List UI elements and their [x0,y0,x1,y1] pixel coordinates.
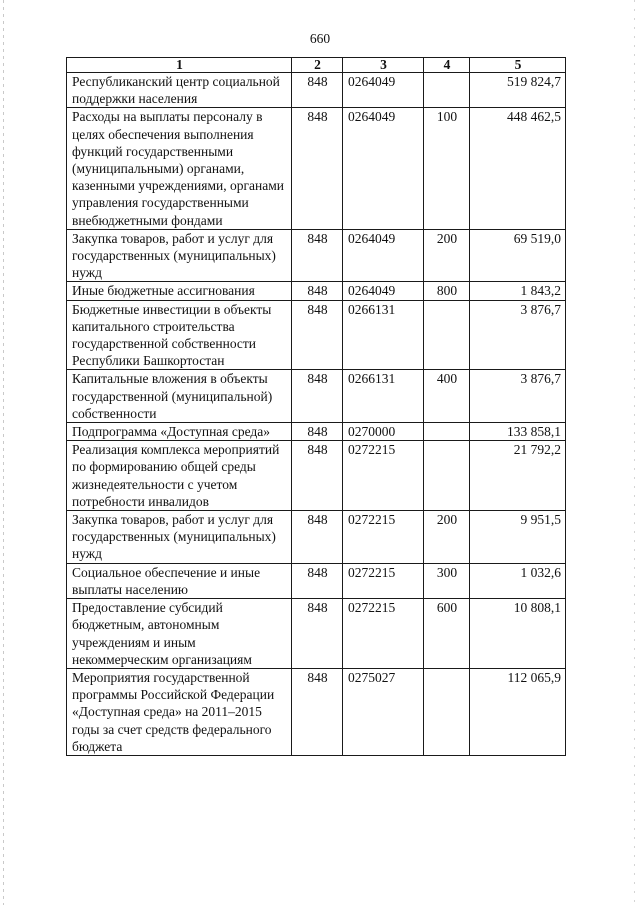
scan-edge-right [634,0,635,905]
header-col-5: 5 [470,58,566,73]
row-name: Бюджетные инвестиции в объекты капитального строительства государственной собственности Республики Башкортостан [67,300,292,370]
row-amount: 1 032,6 [470,563,566,598]
row-department-code: 848 [292,563,343,598]
row-amount: 112 065,9 [470,668,566,755]
row-target-code: 0272215 [343,563,424,598]
row-expense-type [424,73,470,108]
row-expense-type: 200 [424,229,470,282]
table-row [67,108,566,229]
row-department-code: 848 [292,370,343,423]
table-row [67,599,566,669]
row-expense-type: 200 [424,511,470,564]
row-target-code: 0270000 [343,423,424,441]
row-target-code: 0266131 [343,300,424,370]
row-amount: 69 519,0 [470,229,566,282]
row-amount: 448 462,5 [470,108,566,229]
header-col-2: 2 [292,58,343,73]
table-row [67,423,566,441]
row-department-code: 848 [292,108,343,229]
table-row [67,668,566,755]
row-amount: 133 858,1 [470,423,566,441]
table-row [67,563,566,598]
row-name: Мероприятия государственной программы Российской Федерации «Доступная среда» на 2011–2015 годы за счет средств федерального бюджета [67,668,292,755]
header-col-4: 4 [424,58,470,73]
row-target-code: 0264049 [343,282,424,300]
row-name: Иные бюджетные ассигнования [67,282,292,300]
row-department-code: 848 [292,423,343,441]
table-row [67,73,566,108]
table-row [67,441,566,511]
row-expense-type: 400 [424,370,470,423]
row-name: Расходы на выплаты персоналу в целях обеспечения выполнения функций государственными (муниципальными) органами, казенными учреждениями, органами управления государственными внебюджетными фондами [67,108,292,229]
row-department-code: 848 [292,668,343,755]
table-row [67,370,566,423]
row-expense-type [424,668,470,755]
row-expense-type [424,441,470,511]
row-target-code: 0266131 [343,370,424,423]
budget-table [66,57,566,756]
row-target-code: 0264049 [343,108,424,229]
row-name: Закупка товаров, работ и услуг для государственных (муниципальных) нужд [67,229,292,282]
table-row [67,229,566,282]
row-name: Социальное обеспечение и иные выплаты населению [67,563,292,598]
row-name: Закупка товаров, работ и услуг для государственных (муниципальных) нужд [67,511,292,564]
table-row [67,300,566,370]
row-target-code: 0264049 [343,73,424,108]
row-expense-type [424,423,470,441]
row-amount: 3 876,7 [470,370,566,423]
row-amount: 3 876,7 [470,300,566,370]
table-row [67,511,566,564]
row-target-code: 0272215 [343,441,424,511]
row-target-code: 0272215 [343,511,424,564]
table-header-row [67,58,566,73]
scan-edge-left [3,0,4,905]
row-name: Реализация комплекса мероприятий по формированию общей среды жизнедеятельности с учетом потребности инвалидов [67,441,292,511]
row-expense-type: 600 [424,599,470,669]
row-amount: 21 792,2 [470,441,566,511]
row-amount: 1 843,2 [470,282,566,300]
row-name: Республиканский центр социальной поддержки населения [67,73,292,108]
row-department-code: 848 [292,229,343,282]
row-amount: 519 824,7 [470,73,566,108]
row-expense-type: 300 [424,563,470,598]
row-expense-type: 800 [424,282,470,300]
row-department-code: 848 [292,511,343,564]
row-department-code: 848 [292,282,343,300]
table-row [67,282,566,300]
row-expense-type [424,300,470,370]
row-department-code: 848 [292,300,343,370]
row-name: Подпрограмма «Доступная среда» [67,423,292,441]
page-number: 660 [309,31,331,46]
row-department-code: 848 [292,441,343,511]
row-name: Предоставление субсидий бюджетным, автономным учреждениям и иным некоммерческим организациям [67,599,292,669]
row-name: Капитальные вложения в объекты государственной (муниципальной) собственности [67,370,292,423]
row-target-code: 0264049 [343,229,424,282]
header-col-1: 1 [67,58,292,73]
row-amount: 9 951,5 [470,511,566,564]
row-expense-type: 100 [424,108,470,229]
row-department-code: 848 [292,599,343,669]
row-amount: 10 808,1 [470,599,566,669]
header-col-3: 3 [343,58,424,73]
row-target-code: 0272215 [343,599,424,669]
row-department-code: 848 [292,73,343,108]
row-target-code: 0275027 [343,668,424,755]
